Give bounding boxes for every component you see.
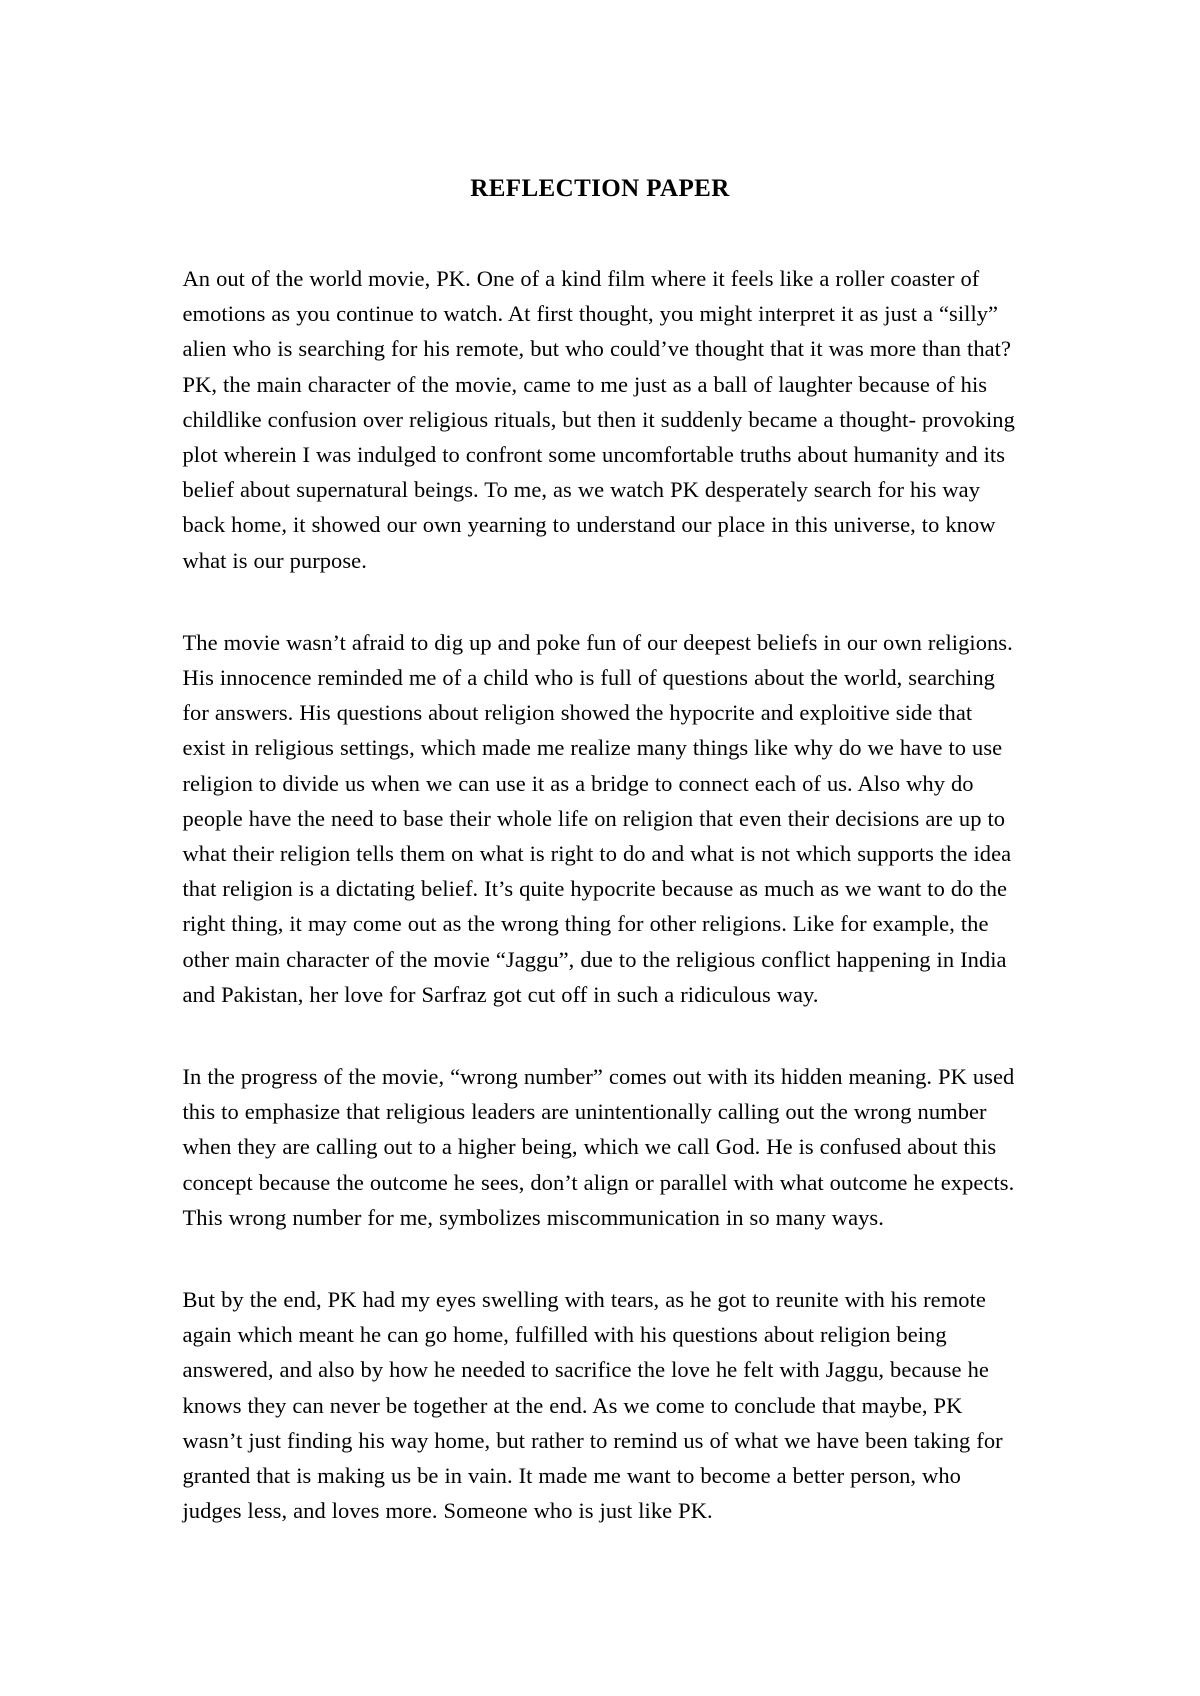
paragraph-3: In the progress of the movie, “wrong number” comes out with its hidden meaning. PK used this to emphasize that religious leaders are unintentionally calling out the wrong number when they are calling out to a higher being, which we call God. He is confused about this concept because the outcome he sees, don’t align or parallel with what outcome he expects. This wrong number for me, symbolizes miscommunication in so many ways. bbox=[182, 1064, 1015, 1230]
paragraph-1: An out of the world movie, PK. One of a kind film where it feels like a roller coaster of emotions as you continue to watch. At first thought, you might interpret it as just a “silly” alien who is searching for his remote, but who could’ve thought that it was more than that? PK, the main character of the movie, came to me just as a ball of laughter because of his childlike confusion over religious rituals, but then it suddenly became a thought- provoking plot wherein I was indulged to confront some uncomfortable truths about humanity and its belief about supernatural beings. To me, as we watch PK desperately search for his way back home, it showed our own yearning to understand our place in this universe, to know what is our purpose. bbox=[182, 266, 1015, 573]
paragraph-4: But by the end, PK had my eyes swelling with tears, as he got to reunite with his remote again which meant he can go home, fulfilled with his questions about religion being answered, and also by how he needed to sacrifice the love he felt with Jaggu, because he knows they can never be together at the end. As we come to conclude that maybe, PK wasn’t just finding his way home, but rather to remind us of what we have been taking for granted that is making us be in vain. It made me want to become a better person, who judges less, and loves more. Someone who is just like PK. bbox=[182, 1287, 1003, 1524]
document-body bbox=[183, 261, 1018, 1529]
page-title: REFLECTION PAPER bbox=[470, 175, 730, 202]
paragraph-2: The movie wasn’t afraid to dig up and poke fun of our deepest beliefs in our own religions. His innocence reminded me of a child who is full of questions about the world, searching for answers. His questions about religion showed the hypocrite and exploitive side that exist in religious settings, which made me realize many things like why do we have to use religion to divide us when we can use it as a bridge to connect each of us. Also why do people have the need to base their whole life on religion that even their decisions are up to what their religion tells them on what is right to do and what is not which supports the idea that religion is a dictating belief. It’s quite hypocrite because as much as we want to do the right thing, it may come out as the wrong thing for other religions. Like for example, the other main character of the movie “Jaggu”, due to the religious conflict happening in India and Pakistan, her love for Sarfraz got cut off in such a ridiculous way. bbox=[182, 629, 1013, 1007]
